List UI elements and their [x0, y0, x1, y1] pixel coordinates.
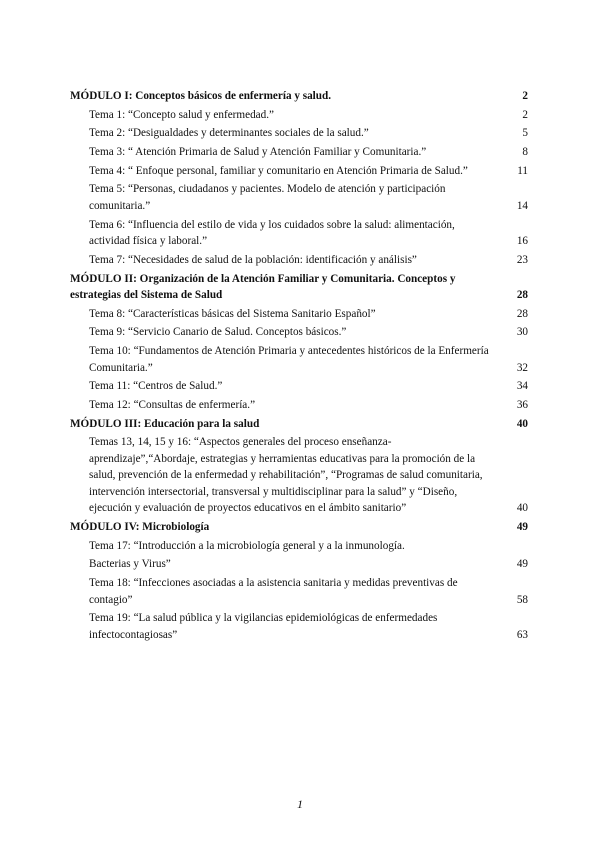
toc-entry-title: Tema 8: “Características básicas del Sistema Sanitario Español”	[89, 307, 376, 320]
toc-topic-entry[interactable]	[70, 252, 528, 269]
toc-entry-title: MÓDULO II: Organización de la Atención Familiar y Comunitaria. Conceptos y estrategias del Sistema de Salud	[70, 272, 456, 301]
toc-entry-title: Tema 1: “Concepto salud y enfermedad.”	[89, 108, 274, 121]
toc-entry-title: Tema 5: “Personas, ciudadanos y pacientes. Modelo de atención y participación comunitaria.”	[89, 183, 446, 212]
toc-entry-page: 49	[516, 521, 528, 533]
toc-topic-line: Tema 17: “Introducción a la microbiología general y a la inmunología.	[89, 539, 405, 552]
toc-entry-page: 16	[516, 235, 528, 248]
toc-topic-entry[interactable]	[70, 125, 528, 142]
toc-module-entry[interactable]	[70, 519, 528, 536]
toc-entry-title: Tema 2: “Desigualdades y determinantes sociales de la salud.”	[89, 127, 369, 140]
toc-entry-title: Tema 10: “Fundamentos de Atención Primaria y antecedentes históricos de la Enfermería Comunitaria.”	[89, 345, 489, 374]
toc-entry-title: Tema 7: “Necesidades de salud de la población: identificación y análisis”	[89, 253, 417, 266]
toc-topic-entry[interactable]	[70, 163, 528, 180]
toc-entry-title: MÓDULO III: Educación para la salud	[70, 417, 260, 430]
toc-entry-title: Bacterias y Virus”	[89, 558, 171, 571]
toc-entry-page: 5	[522, 127, 528, 140]
toc-entry-page: 58	[516, 593, 528, 606]
table-of-contents	[70, 88, 528, 645]
toc-module-entry[interactable]	[70, 271, 528, 304]
toc-topic-entry[interactable]	[70, 324, 528, 341]
toc-entry-page: 8	[522, 146, 528, 159]
toc-module-entry[interactable]	[70, 416, 528, 433]
toc-topic-entry[interactable]	[70, 556, 528, 573]
toc-entry-page: 63	[516, 628, 528, 641]
toc-entry-title: Tema 9: “Servicio Canario de Salud. Conceptos básicos.”	[89, 326, 347, 339]
toc-topic-entry[interactable]	[70, 575, 528, 608]
toc-entry-page: 32	[516, 361, 528, 374]
toc-topic-entry[interactable]	[70, 217, 528, 250]
toc-entry-title: Tema 6: “Influencia del estilo de vida y los cuidados sobre la salud: alimentación, actividad física y laboral.”	[89, 218, 455, 248]
toc-entry-page: 34	[516, 380, 528, 393]
toc-entry-page: 40	[516, 417, 528, 430]
toc-topic-entry[interactable]	[70, 144, 528, 161]
toc-entry-page: 14	[516, 199, 528, 212]
toc-topic-entry[interactable]	[70, 610, 528, 643]
toc-entry-page: 36	[516, 398, 528, 411]
toc-topic-entry[interactable]	[70, 107, 528, 124]
toc-entry-page: 28	[516, 289, 528, 301]
toc-entry-page: 30	[516, 326, 528, 339]
toc-entry-title: Tema 12: “Consultas de enfermería.”	[89, 398, 256, 411]
toc-topic-entry[interactable]	[70, 306, 528, 323]
toc-topic-entry[interactable]	[70, 397, 528, 414]
toc-topic-entry[interactable]	[70, 378, 528, 395]
toc-entry-page: 2	[522, 108, 528, 121]
toc-entry-page: 11	[517, 164, 528, 177]
toc-entry-page: 23	[516, 253, 528, 266]
toc-entry-title: Tema 18: “Infecciones asociadas a la asistencia sanitaria y medidas preventivas de contagio”	[89, 577, 458, 606]
toc-entry-title: Tema 4: “ Enfoque personal, familiar y comunitario en Atención Primaria de Salud.”	[89, 164, 468, 177]
toc-entry-title: Tema 3: “ Atención Primaria de Salud y Atención Familiar y Comunitaria.”	[89, 146, 427, 159]
toc-entry-title: MÓDULO IV: Microbiología	[70, 521, 210, 533]
toc-topic-entry[interactable]	[70, 343, 528, 376]
toc-entry-title: Tema 19: “La salud pública y la vigilancias epidemiológicas de enfermedades infectocontagiosas”	[89, 612, 438, 641]
toc-topic-entry[interactable]	[70, 181, 528, 214]
toc-entry-page: 40	[516, 502, 528, 515]
toc-entry-page: 49	[516, 558, 528, 571]
toc-entry-page: 2	[522, 90, 528, 102]
toc-entry-title: MÓDULO I: Conceptos básicos de enfermería y salud.	[70, 90, 332, 102]
page-number: 1	[297, 797, 303, 811]
toc-entry-page: 28	[516, 307, 528, 320]
toc-entry-title: Temas 13, 14, 15 y 16: “Aspectos generales del proceso enseñanza-aprendizaje”,“Abordaje, estrategias y herramientas educativas para la promoción de la salud, prevención de la enfermedad y rehabilitación”, “Programas de salud comunitaria, intervención intersectorial, transversal y multidisciplinar para la salud” y “Diseño, ejecución y evaluación de proyectos educativos en el ámbito sanitario”	[89, 436, 483, 515]
toc-topic-entry[interactable]	[70, 434, 528, 517]
toc-entry-title: Tema 11: “Centros de Salud.”	[89, 380, 223, 393]
toc-module-entry[interactable]	[70, 88, 528, 105]
